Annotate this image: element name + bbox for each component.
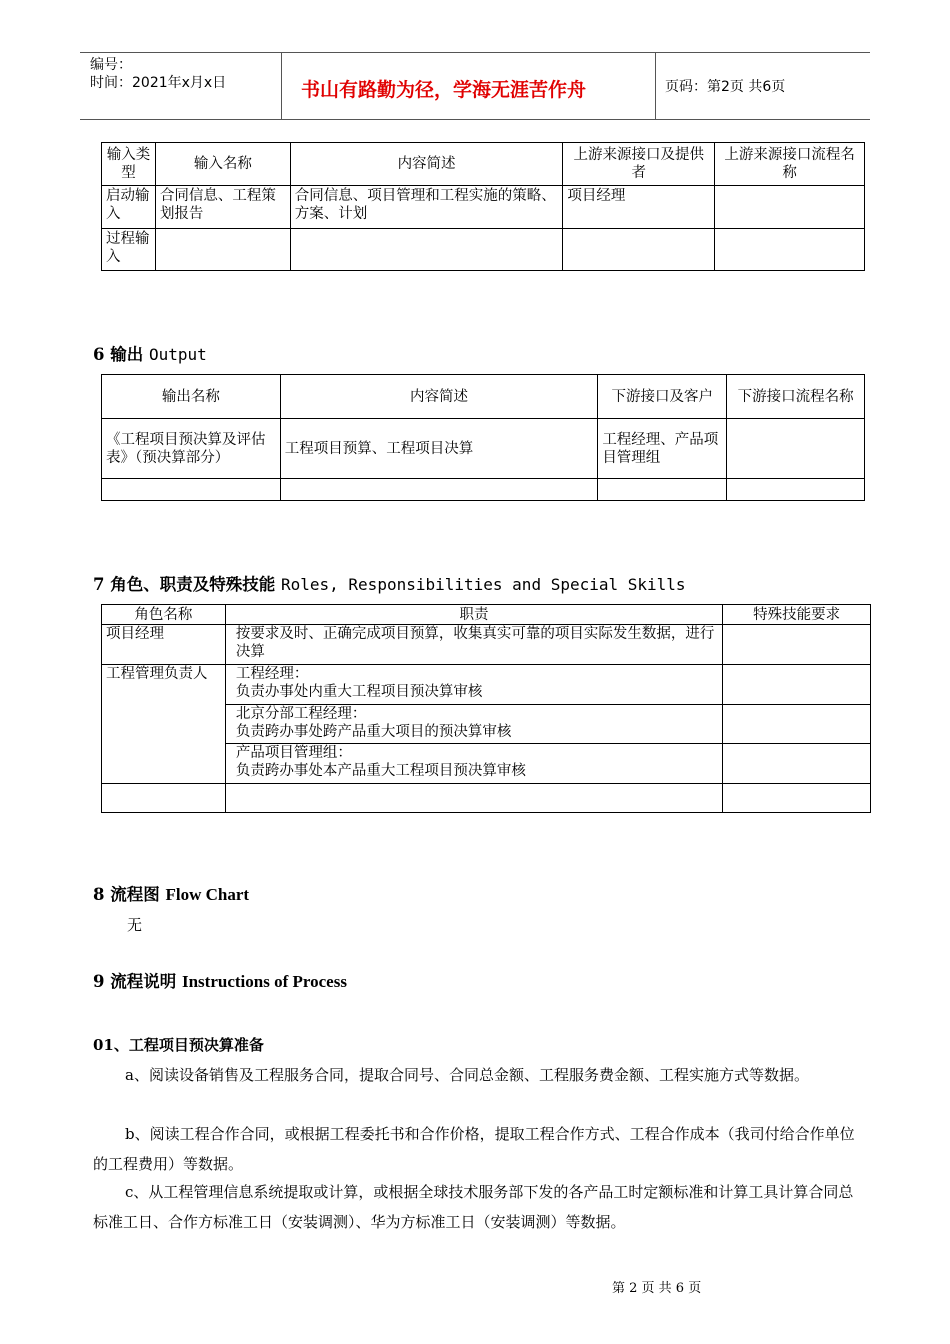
table-cell bbox=[155, 229, 290, 271]
table-cell bbox=[727, 479, 865, 501]
heading-text-en: Output bbox=[148, 345, 207, 364]
header-divider bbox=[281, 52, 282, 119]
section-6-heading bbox=[93, 341, 207, 365]
output-table bbox=[101, 374, 865, 501]
role-cell: 工程管理负责人 bbox=[102, 665, 226, 784]
table-cell bbox=[727, 419, 865, 479]
document-number-label: 编号： bbox=[90, 57, 132, 73]
table-cell: 过程输入 bbox=[102, 229, 156, 271]
table-cell bbox=[290, 229, 563, 271]
duty-cell: 按要求及时、正确完成项目预算，收集真实可靠的项目实际发生数据，进行决算 bbox=[225, 625, 722, 665]
table-header-cell: 输出名称 bbox=[102, 375, 281, 419]
table-row bbox=[102, 625, 871, 665]
table-cell: 《工程项目预决算及评估表》（预决算部分） bbox=[102, 419, 281, 479]
role-cell: 项目经理 bbox=[102, 625, 226, 665]
table-row bbox=[102, 229, 865, 271]
table-cell bbox=[563, 229, 715, 271]
paragraph: b、阅读工程合作合同，或根据工程委托书和合作价格，提取工程合作方式、工程合作成本（我司付给合作单位的工程费用）等数据。 bbox=[93, 1125, 855, 1173]
table-cell bbox=[715, 229, 865, 271]
heading-text: 9 流程说明 bbox=[93, 972, 182, 991]
role-cell bbox=[102, 784, 226, 813]
skill-cell bbox=[723, 784, 871, 813]
heading-text: 7 角色、职责及特殊技能 bbox=[93, 575, 281, 594]
table-header-cell: 职责 bbox=[225, 605, 722, 625]
table-header-cell: 内容简述 bbox=[280, 375, 598, 419]
table-header-cell: 特殊技能要求 bbox=[723, 605, 871, 625]
table-cell bbox=[598, 479, 727, 501]
table-header-cell: 上游来源接口及提供者 bbox=[563, 143, 715, 186]
header-page-info: 页码：第2页 共6页 bbox=[665, 79, 786, 95]
table-cell: 合同信息、工程策划报告 bbox=[155, 186, 290, 229]
skill-cell bbox=[723, 744, 871, 784]
table-header-cell: 下游接口及客户 bbox=[598, 375, 727, 419]
paragraph: c、从工程管理信息系统提取或计算，或根据全球技术服务部下发的各产品工时定额标准和计算工具计算合同总标准工日、合作方标准工日（安装调测）、华为方标准工日（安装调测）等数据。 bbox=[93, 1183, 854, 1231]
heading-text-en: Flow Chart bbox=[165, 885, 250, 904]
table-header-cell: 角色名称 bbox=[102, 605, 226, 625]
document-time: 时间：2021年x月x日 bbox=[90, 75, 227, 91]
table-cell: 合同信息、项目管理和工程实施的策略、方案、计划 bbox=[290, 186, 563, 229]
skill-cell bbox=[723, 665, 871, 705]
section-7-heading bbox=[93, 571, 686, 595]
header-motto: 书山有路勤为径，学海无涯苦作舟 bbox=[301, 79, 587, 101]
header-top-rule bbox=[80, 52, 870, 53]
table-cell bbox=[280, 479, 598, 501]
subsection-title: 01、工程项目预决算准备 bbox=[93, 1036, 264, 1054]
table-row bbox=[102, 479, 865, 501]
header-divider bbox=[655, 52, 656, 119]
heading-text-en: Roles, Responsibilities and Special Skills bbox=[280, 575, 686, 594]
table-cell bbox=[102, 479, 281, 501]
roles-table bbox=[101, 604, 871, 813]
duty-cell: 北京分部工程经理： 负责跨办事处跨产品重大项目的预决算审核 bbox=[225, 705, 722, 744]
paragraph: a、阅读设备销售及工程服务合同，提取合同号、合同总金额、工程服务费金额、工程实施方式等数据。 bbox=[125, 1066, 809, 1084]
skill-cell bbox=[723, 705, 871, 744]
header-bottom-rule bbox=[80, 119, 870, 120]
section-9-heading bbox=[93, 968, 347, 992]
page-footer: 第 2 页 共 6 页 bbox=[612, 1281, 702, 1296]
table-header-cell: 下游接口流程名称 bbox=[727, 375, 865, 419]
table-row bbox=[102, 419, 865, 479]
table-header-cell: 输入名称 bbox=[155, 143, 290, 186]
heading-text-en: Instructions of Process bbox=[181, 972, 347, 991]
flow-chart-body: 无 bbox=[127, 916, 143, 934]
table-row bbox=[102, 784, 871, 813]
heading-text: 8 流程图 bbox=[93, 885, 166, 904]
skill-cell bbox=[723, 625, 871, 665]
table-header-cell: 内容简述 bbox=[290, 143, 563, 186]
heading-text: 6 输出 bbox=[93, 345, 149, 364]
table-cell: 工程经理、产品项目管理组 bbox=[598, 419, 727, 479]
table-cell: 工程项目预算、工程项目决算 bbox=[280, 419, 598, 479]
duty-cell: 产品项目管理组： 负责跨办事处本产品重大工程项目预决算审核 bbox=[225, 744, 722, 784]
table-cell bbox=[715, 186, 865, 229]
table-cell: 项目经理 bbox=[563, 186, 715, 229]
table-row bbox=[102, 186, 865, 229]
table-header-cell: 上游来源接口流程名称 bbox=[715, 143, 865, 186]
table-header-cell: 输入类型 bbox=[102, 143, 156, 186]
duty-cell: 工程经理： 负责办事处内重大工程项目预决算审核 bbox=[225, 665, 722, 705]
section-8-heading bbox=[93, 881, 249, 905]
table-row bbox=[102, 665, 871, 705]
input-table bbox=[101, 142, 865, 271]
duty-cell bbox=[225, 784, 722, 813]
table-cell: 启动输入 bbox=[102, 186, 156, 229]
